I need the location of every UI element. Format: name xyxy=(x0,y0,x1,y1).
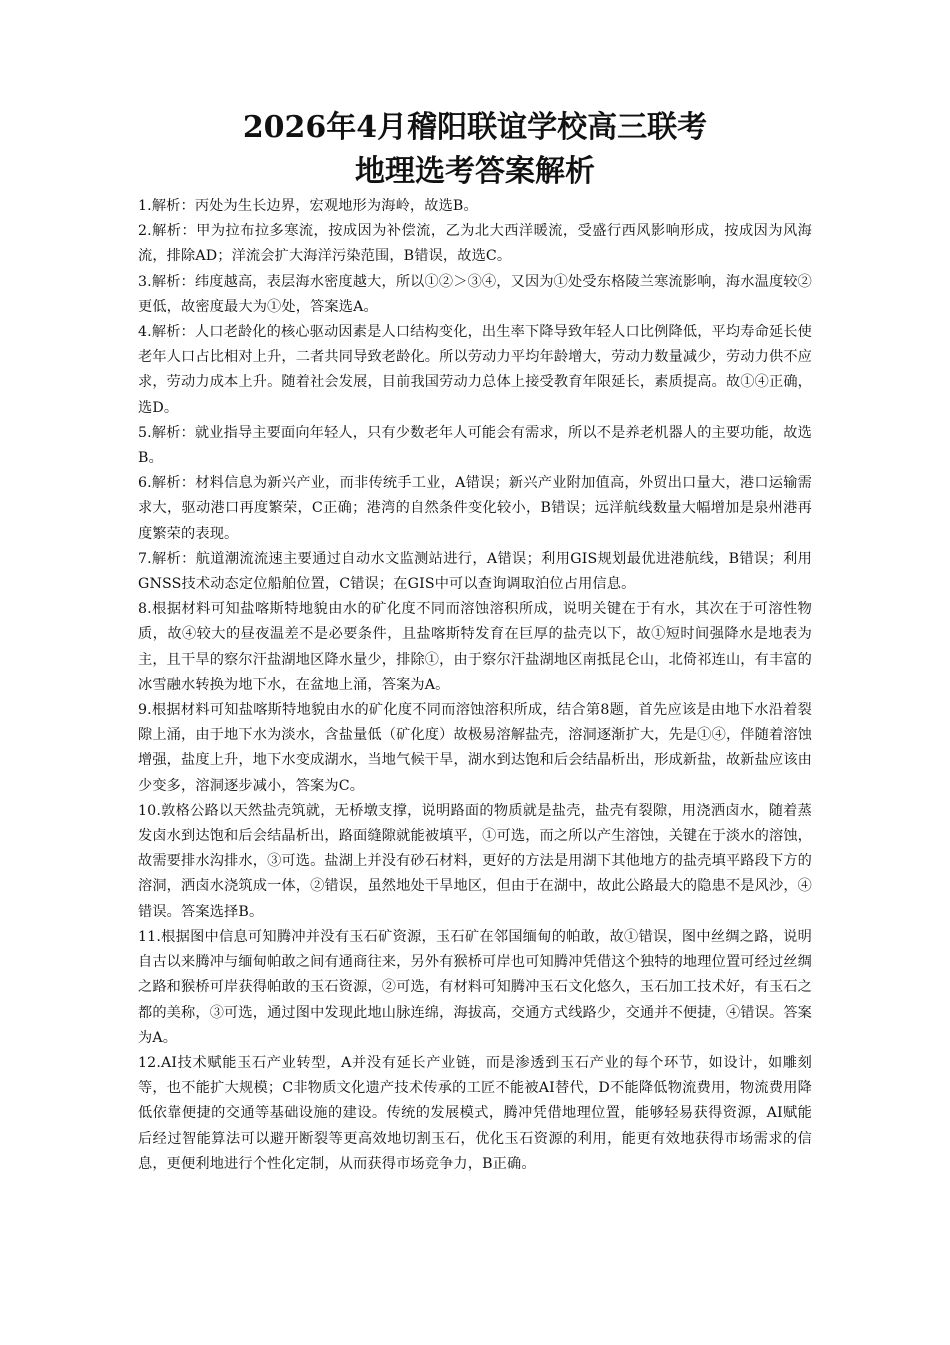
answer-1: 1.解析：丙处为生长边界，宏观地形为海岭，故选B。 xyxy=(138,198,478,214)
answer-3: 3.解析：纬度越高，表层海水密度越大，所以①②＞③④，又因为①处受东格陵兰寒流影响，海水温度较②更低，故密度最大为①处，答案选A。 xyxy=(138,273,812,315)
answer-5: 5.解析：就业指导主要面向年轻人，只有少数老年人可能会有需求，所以不是养老机器人的主要功能，故选B。 xyxy=(138,424,812,467)
answer-6: 6.解析：材料信息为新兴产业，而非传统手工业，A错误；新兴产业附加值高，外贸出口量大，港口运输需求大，驱动港口再度繁荣，C正确；港湾的自然条件变化较小，B错误；远洋航线数量大幅增加是泉州港再度繁荣的表现。 xyxy=(138,475,812,542)
answer-explanations xyxy=(138,194,812,1177)
answer-11: 11.根据图中信息可知腾冲并没有玉石矿资源，玉石矿在邻国缅甸的帕敢，故①错误，图中丝绸之路，说明自古以来腾冲与缅甸帕敢之间有通商往来，另外有猴桥可岸也可知腾冲凭借这个独特的地理位置可经过丝绸之路和猴桥可岸获得帕敢的玉石资源，②可选，有材料可知腾冲玉石文化悠久，玉石加工技术好，有玉石之都的美称，③可选，通过图中发现此地山脉连绵，海拔高，交通方式线路少，交通并不便捷，④错误。答案为A。 xyxy=(138,928,812,1046)
exam-title: 2026年4月稽阳联谊学校高三联考 xyxy=(242,110,708,145)
answer-10: 10.敦格公路以天然盐壳筑就，无桥墩支撑，说明路面的物质就是盐壳，盐壳有裂隙，用浇洒卤水，随着蒸发卤水到达饱和后会结晶析出，路面缝隙就能被填平，①可选，而之所以产生溶蚀，关键在于淡水的溶蚀，故需要排水沟排水，③可选。盐湖上并没有砂石材料，更好的方法是用湖下其他地方的盐壳填平路段下方的溶洞，洒卤水浇筑成一体，②错误，虽然地处干旱地区，但由于在湖中，故此公路最大的隐患不是风沙，④错误。答案选择B。 xyxy=(138,802,812,920)
answer-8: 8.根据材料可知盐喀斯特地貌由水的矿化度不同而溶蚀溶积所成，说明关键在于有水，其次在于可溶性物质，故④较大的昼夜温差不是必要条件，且盐喀斯特发育在巨厚的盐壳以下，故①短时间强降水是地表为主，且干旱的察尔汗盐湖地区降水量少，排除①，由于察尔汗盐湖地区南抵昆仑山，北倚祁连山，有丰富的冰雪融水转换为地下水，在盆地上涌，答案为A。 xyxy=(138,601,812,693)
answer-2: 2.解析：甲为拉布拉多寒流，按成因为补偿流，乙为北大西洋暖流，受盛行西风影响形成，按成因为风海流，排除AD；洋流会扩大海洋污染范围，B错误，故选C。 xyxy=(138,223,812,265)
answer-4: 4.解析：人口老龄化的核心驱动因素是人口结构变化，出生率下降导致年轻人口比例降低，平均寿命延长使老年人口占比相对上升，二者共同导致老龄化。所以劳动力平均年龄增大，劳动力数量减少，劳动力供不应求，劳动力成本上升。随着社会发展，目前我国劳动力总体上接受教育年限延长，素质提高。故①④正确，选D。 xyxy=(138,324,812,416)
answer-12: 12.AI技术赋能玉石产业转型，A并没有延长产业链，而是渗透到玉石产业的每个环节，如设计，如雕刻等，也不能扩大规模；C非物质文化遗产技术传承的工匠不能被AI替代，D不能降低物流费用，物流费用降低依靠便捷的交通等基础设施的建设。传统的发展模式，腾冲凭借地理位置，能够轻易获得资源，AI赋能后经过智能算法可以避开断裂等更高效地切割玉石，优化玉石资源的利用，能更有效地获得市场需求的信息，更便利地进行个性化定制，从而获得市场竞争力，B正确。 xyxy=(138,1054,812,1172)
answer-9: 9.根据材料可知盐喀斯特地貌由水的矿化度不同而溶蚀溶积所成，结合第8题，首先应该是由地下水沿着裂隙上涌，由于地下水为淡水，含盐量低（矿化度）故极易溶解盐壳，溶洞逐渐扩大，先是①④，伴随着溶蚀增强，盐度上升，地下水变成湖水，当地气候干旱，湖水到达饱和后会结晶析出，形成新盐，故新盐应该由少变多，溶洞逐步减小，答案为C。 xyxy=(138,702,812,794)
exam-subtitle: 地理选考答案解析 xyxy=(355,154,595,189)
answer-7: 7.解析：航道潮流流速主要通过自动水文监测站进行，A错误；利用GIS规划最优进港航线，B错误；利用GNSS技术动态定位船舶位置，C错误；在GIS中可以查询调取泊位占用信息。 xyxy=(138,550,812,593)
